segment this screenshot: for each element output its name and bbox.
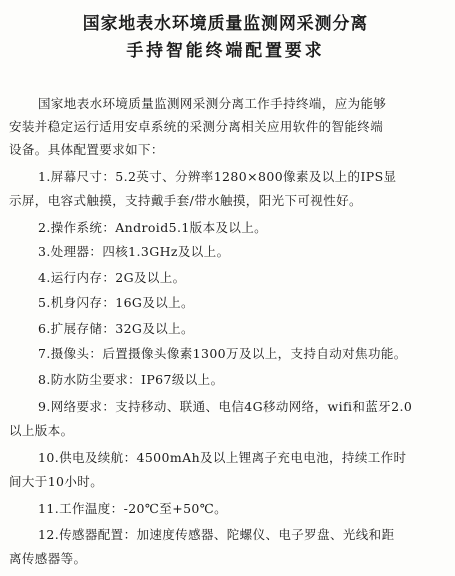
intro-line-3: 设备。具体配置要求如下： — [9, 142, 164, 157]
item-5: 5.机身闪存：16G及以上。 — [38, 295, 194, 310]
item-2: 2.操作系统：Android5.1版本及以上。 — [38, 220, 268, 235]
document-title-line-2: 手持智能终端配置要求 — [126, 41, 325, 61]
item-7: 7.摄像头：后置摄像头像素1300万及以上，支持自动对焦功能。 — [38, 346, 407, 361]
item-8: 8.防水防尘要求：IP67级以上。 — [38, 372, 224, 387]
intro-line-1: 国家地表水环境质量监测网采测分离工作手持终端，应为能够 — [38, 96, 387, 111]
item-10-line-1: 10.供电及续航：4500mAh及以上锂离子充电电池，持续工作时 — [38, 450, 407, 465]
item-12-line-2: 离传感器等。 — [9, 551, 87, 566]
intro-line-2: 安装并稳定运行适用安卓系统的采测分离相关应用软件的智能终端 — [9, 119, 384, 134]
item-11: 11.工作温度：-20℃至+50℃。 — [38, 501, 228, 516]
item-1-line-1: 1.屏幕尺寸：5.2英寸、分辨率1280×800像素及以上的IPS显 — [38, 169, 397, 184]
item-6: 6.扩展存储：32G及以上。 — [38, 321, 194, 336]
item-9-line-2: 以上版本。 — [9, 423, 74, 438]
item-1-line-2: 示屏，电容式触摸，支持戴手套/带水触摸，阳光下可视性好。 — [9, 193, 362, 208]
document-title-line-1: 国家地表水环境质量监测网采测分离 — [82, 14, 369, 34]
item-9-line-1: 9.网络要求：支持移动、联通、电信4G移动网络，wifi和蓝牙2.0 — [38, 399, 413, 414]
item-12-line-1: 12.传感器配置：加速度传感器、陀螺仪、电子罗盘、光线和距 — [38, 527, 395, 542]
item-3: 3.处理器：四核1.3GHz及以上。 — [38, 244, 230, 259]
item-4: 4.运行内存：2G及以上。 — [38, 270, 186, 285]
item-10-line-2: 间大于10小时。 — [9, 474, 104, 489]
